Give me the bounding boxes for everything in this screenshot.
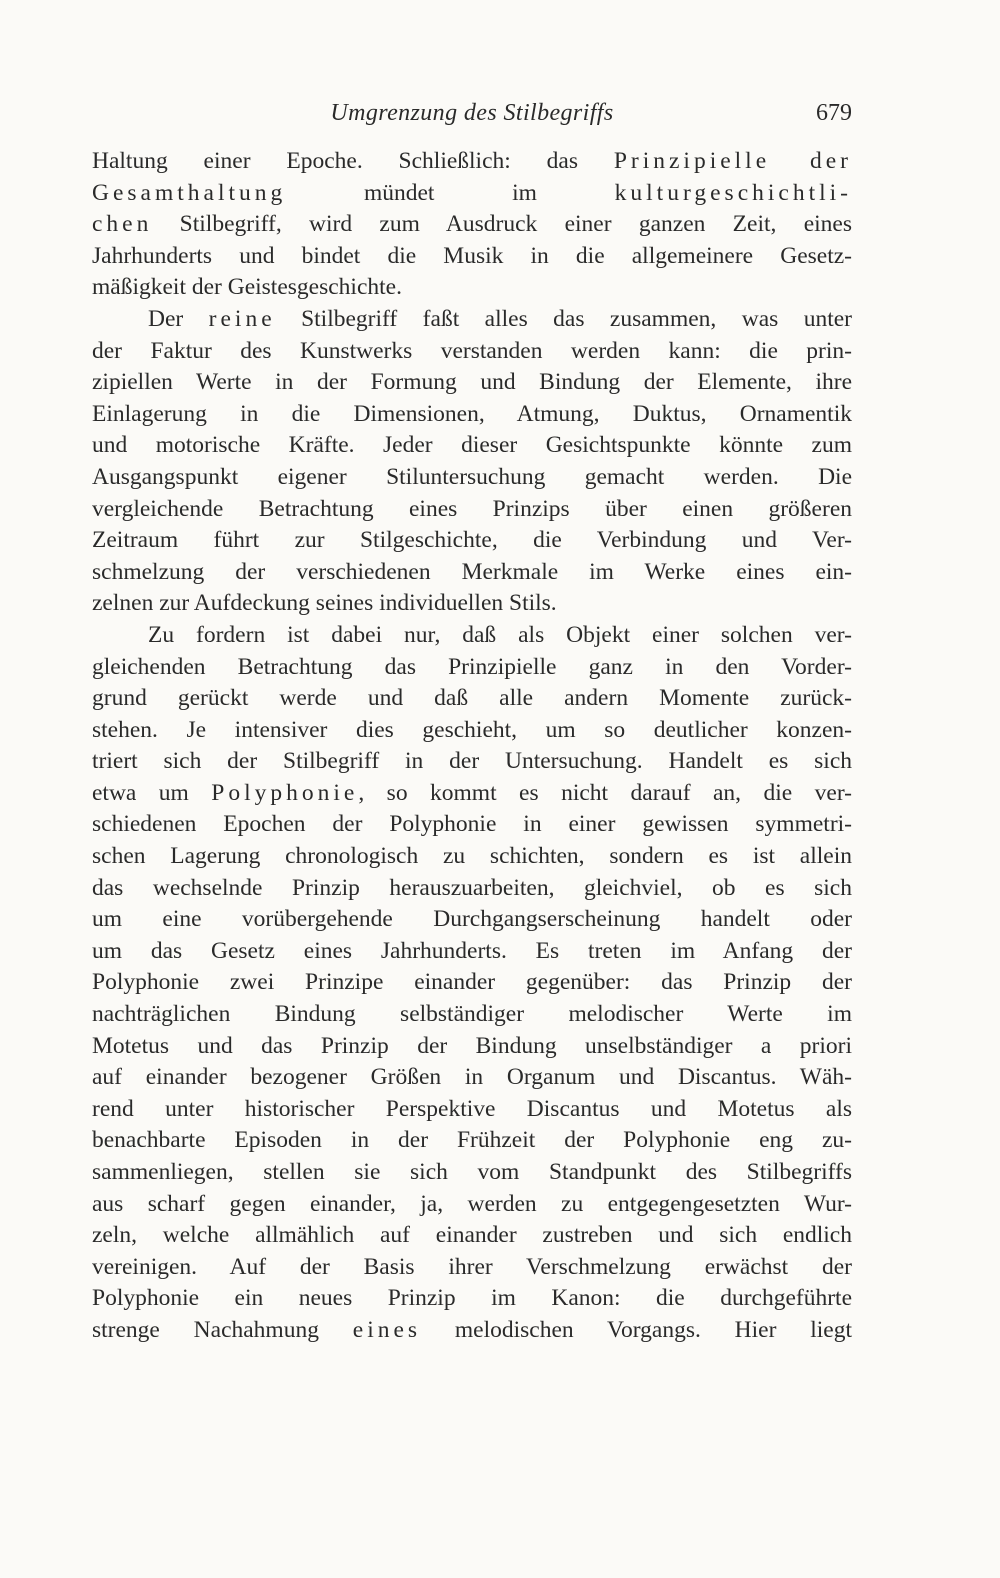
body-text [92,146,852,1347]
text-line: Gesamthaltung mündet im kulturgeschichtli- [92,179,852,206]
text-line: Polyphonie zwei Prinzipe einander gegenüber: das Prinzip der [92,969,852,996]
text-line: triert sich der Stilbegriff in der Untersuchung. Handelt es sich [92,748,852,775]
text-line: auf einander bezogener Größen in Organum und Discantus. Wäh- [92,1064,852,1091]
text-line: benachbarte Episoden in der Frühzeit der Polyphonie eng zu- [92,1127,852,1154]
spaced-emphasis: kulturgeschichtli- [614,179,852,206]
text-line: etwa um Polyphonie, so kommt es nicht darauf an, die ver- [92,779,853,806]
text-line: schen Lagerung chronologisch zu schichten, sondern es ist allein [92,843,852,870]
text-line: stehen. Je intensiver dies geschieht, um so deutlicher konzen- [92,716,852,743]
text-line: sammenliegen, stellen sie sich vom Standpunkt des Stilbegriffs [92,1159,852,1185]
text-line: Zu fordern ist dabei nur, daß als Objekt einer solchen ver- [148,621,852,648]
text-line: Jahrhunderts und bindet die Musik in die allgemeinere Gesetz- [92,242,852,269]
paragraph [92,146,852,304]
spaced-emphasis: Polyphonie [211,779,359,806]
text-line: Motetus und das Prinzip der Bindung unselbständiger a priori [92,1032,852,1059]
text-line: Zeitraum führt zur Stilgeschichte, die Verbindung und Ver- [92,527,852,554]
text-line: um eine vorübergehende Durchgangserscheinung handelt oder [92,906,852,933]
page-header [92,100,852,140]
text-line: chen Stilbegriff, wird zum Ausdruck einer ganzen Zeit, eines [92,211,852,238]
text-line: Ausgangspunkt eigener Stiluntersuchung gemacht werden. Die [92,463,852,490]
text-line: zelnen zur Aufdeckung seines individuellen Stils. [92,590,557,617]
text-line: Der reine Stilbegriff faßt alles das zusammen, was unter [148,305,852,332]
text-line: vergleichende Betrachtung eines Prinzips über einen größeren [92,495,852,522]
text-line: nachträglichen Bindung selbständiger melodischer Werte im [92,1001,852,1028]
text-line: und motorische Kräfte. Jeder dieser Gesichtspunkte könnte zum [92,432,852,459]
spaced-emphasis: chen [92,211,153,238]
spaced-emphasis: Gesamthaltung [92,179,287,206]
text-line: aus scharf gegen einander, ja, werden zu entgegengesetzten Wur- [92,1190,852,1217]
spaced-emphasis: reine [208,305,276,332]
text-line: gleichenden Betrachtung das Prinzipielle ganz in den Vorder- [92,653,852,680]
text-line: das wechselnde Prinzip herauszuarbeiten, gleichviel, ob es sich [92,874,852,901]
spaced-emphasis: eines [352,1316,422,1343]
text-line: grund gerückt werde und daß alle andern Momente zurück- [92,685,852,712]
text-line: strenge Nachahmung eines melodischen Vorgangs. Hier liegt [92,1316,852,1343]
text-line: vereinigen. Auf der Basis ihrer Verschmelzung erwächst der [92,1253,852,1280]
spaced-emphasis: Prinzipielle der [613,148,852,174]
text-line: Haltung einer Epoche. Schließlich: das Prinzipielle der [92,148,852,174]
text-line: schiedenen Epochen der Polyphonie in einer gewissen symmetri- [92,811,852,838]
text-line: schmelzung der verschiedenen Merkmale im Werke eines ein- [92,558,852,585]
text-line: zeln, welche allmählich auf einander zustreben und sich endlich [92,1222,852,1249]
text-line: mäßigkeit der Geistesgeschichte. [92,274,402,301]
text-line: Polyphonie ein neues Prinzip im Kanon: die durchgeführte [92,1285,852,1312]
paragraph [92,304,852,620]
text-line: rend unter historischer Perspektive Discantus und Motetus als [92,1095,852,1122]
running-title: Umgrenzung des Stilbegriffs [330,100,614,126]
text-line: um das Gesetz eines Jahrhunderts. Es treten im Anfang der [92,937,852,964]
text-line: der Faktur des Kunstwerks verstanden werden kann: die prin- [92,337,852,364]
text-line: Einlagerung in die Dimensionen, Atmung, Duktus, Ornamentik [92,400,852,427]
paragraph [92,620,852,1347]
text-line: zipiellen Werte in der Formung und Bindung der Elemente, ihre [92,369,852,396]
page-number: 679 [816,100,852,126]
